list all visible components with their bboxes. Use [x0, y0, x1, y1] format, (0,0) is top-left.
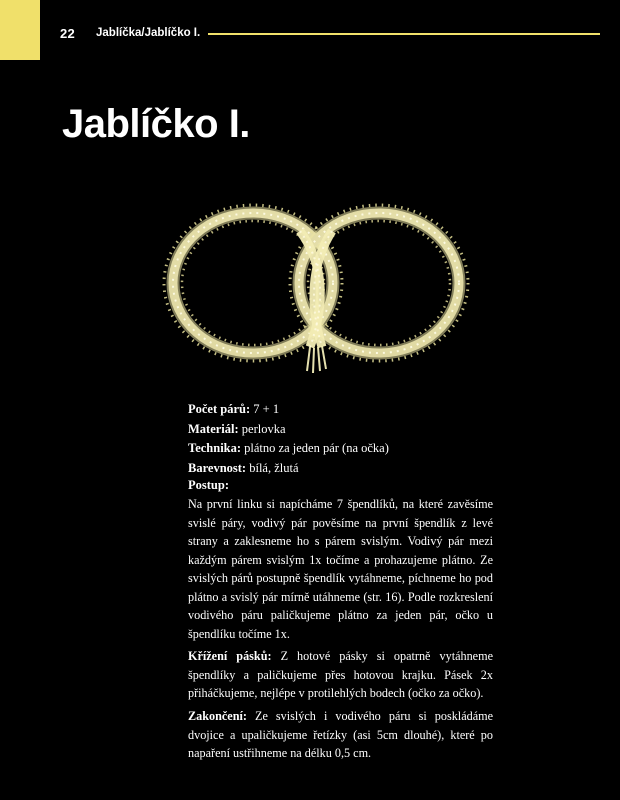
- page-number: 22: [60, 25, 76, 41]
- procedure-paragraph: Na první linku si napícháme 7 špendlíků, na které zavěsíme svislé páry, vodivý pár pověsíme na první špendlík z levé strany a zaklesneme ho s párem svislým. Vodivý pár mezi každým párem svislým 1x točíme a prohazujeme plátno. Ze svislých párů postupně špendlík vytáhneme, píchneme ho pod plátno a svislý pár mírně utáhneme (str. 16). Podle rozkreslení vodivého páru paličkujeme plátno za jeden pár, očko u špendlíku točíme 1x.: [188, 497, 493, 641]
- spec-material: [188, 420, 493, 439]
- header-accent-block: [0, 0, 40, 60]
- crossing-paragraph: [188, 647, 493, 703]
- lace-figure: [150, 195, 480, 390]
- finish-label: Zakončení:: [188, 709, 247, 724]
- crossing-text: Z hotové pásky si opatrně vytáhneme špendlíky a paličkujeme přes hotovou krajku. Pásek 2x přiháčkujeme, nejlépe v protilehlých bodech (očko za očko).: [188, 649, 493, 701]
- spec-technique: [188, 439, 493, 458]
- spec-colors: [188, 459, 493, 478]
- header-rule: [208, 33, 600, 35]
- spec-technique-label: Technika:: [188, 441, 242, 455]
- running-title: Jablíčka/Jablíčko I.: [96, 27, 201, 39]
- spec-colors-label: Barevnost:: [188, 460, 247, 475]
- page-title: Jablíčko I.: [62, 102, 250, 146]
- specification-and-body: [188, 400, 493, 767]
- finish-text: Ze svislých i vodivého páru si poskládáme dvojice a upaličkujeme řetízky (asi 5cm dlouhé), které po napaření ustřihneme na délku 0,5 cm.: [188, 709, 493, 761]
- finish-paragraph: [188, 707, 493, 763]
- spec-material-value: perlovka: [241, 421, 286, 436]
- spec-pairs-value: 7 + 1: [253, 402, 280, 416]
- page-header: [40, 18, 600, 48]
- crossing-label: Křížení pásků:: [188, 649, 272, 664]
- spec-technique-value: plátno za jeden pár (na očka): [244, 441, 389, 455]
- spec-colors-value: bílá, žlutá: [249, 460, 299, 475]
- spec-procedure-label: Postup:: [188, 478, 229, 492]
- spec-material-label: Materiál:: [188, 421, 239, 436]
- lace-photograph: [150, 195, 480, 390]
- spec-pairs-label: Počet párů:: [188, 402, 251, 416]
- spec-pairs: [188, 400, 493, 419]
